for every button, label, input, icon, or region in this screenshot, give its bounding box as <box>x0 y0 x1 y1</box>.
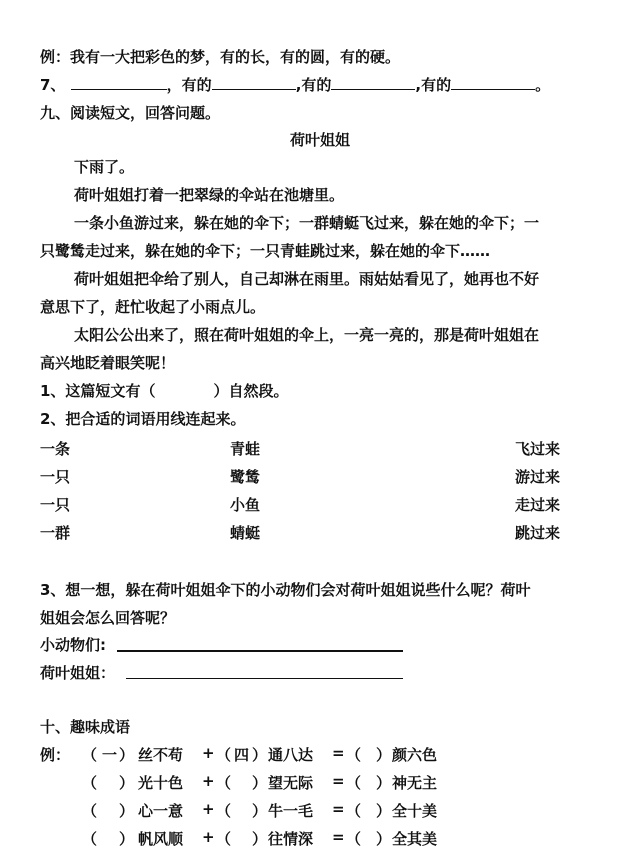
close-paren: ） <box>119 746 135 764</box>
section-10-heading: 十、趣味成语 <box>40 718 131 736</box>
close-paren: ） <box>252 746 268 764</box>
close-paren: ） <box>376 802 392 820</box>
plus-sign: + <box>202 800 215 818</box>
match-right-item[interactable]: 游过来 <box>515 468 561 486</box>
q7-seg-3: ,有的 <box>415 76 452 94</box>
plus-sign: + <box>202 772 215 790</box>
passage-title: 荷叶姐姐 <box>289 131 350 149</box>
idiom-blank-2[interactable]: 四 <box>234 746 250 764</box>
idiom-word-2: 望无际 <box>268 774 314 792</box>
close-paren: ） <box>119 774 135 792</box>
idiom-word-1: 光十色 <box>138 774 184 792</box>
match-middle-item[interactable]: 蜻蜓 <box>230 524 261 542</box>
open-paren: （ <box>346 830 362 848</box>
answer-lotus-line[interactable] <box>126 678 403 679</box>
equals-sign: = <box>332 772 345 790</box>
plus-sign: + <box>202 828 215 846</box>
open-paren: （ <box>216 774 232 792</box>
open-paren: （ <box>216 746 232 764</box>
answer-lotus <box>40 663 115 683</box>
idiom-word-2: 牛一毛 <box>268 802 314 820</box>
open-paren: （ <box>346 802 362 820</box>
q1-after: ）自然段。 <box>213 382 289 400</box>
answer-animals-label: 小动物们: <box>40 636 106 654</box>
close-paren: ） <box>376 830 392 848</box>
equals-sign: = <box>332 744 345 762</box>
q7-seg-2: ,有的 <box>295 76 332 94</box>
equals-sign: = <box>332 800 345 818</box>
passage-line: 高兴地眨着眼笑呢！ <box>40 354 176 372</box>
match-middle-item[interactable]: 小鱼 <box>230 496 261 514</box>
close-paren: ） <box>376 746 392 764</box>
close-paren: ） <box>376 774 392 792</box>
idiom-row <box>82 828 502 848</box>
passage-line: 一条小鱼游过来，躲在她的伞下；一群蜻蜓飞过来，躲在她的伞下；一 <box>74 214 540 232</box>
match-right-item[interactable]: 飞过来 <box>515 440 561 458</box>
q7-blank-1[interactable] <box>71 75 167 90</box>
q7-blank-4[interactable] <box>451 75 535 90</box>
idiom-row <box>82 744 502 764</box>
question-1 <box>40 381 288 401</box>
question-7 <box>40 75 550 95</box>
plus-sign: + <box>202 744 215 762</box>
answer-lotus-label: 荷叶姐姐： <box>40 664 116 682</box>
example-label: 例： <box>40 746 71 764</box>
close-paren: ） <box>119 830 135 848</box>
question-3-line-2: 姐姐会怎么回答呢？ <box>40 609 176 627</box>
passage-line: 意思下了，赶忙收起了小雨点儿。 <box>40 298 266 316</box>
idiom-word-2: 通八达 <box>268 746 314 764</box>
close-paren: ） <box>252 774 268 792</box>
idiom-row <box>82 772 502 792</box>
match-left-item[interactable]: 一条 <box>40 440 71 458</box>
answer-animals-line[interactable] <box>117 650 403 652</box>
idiom-word-1: 丝不苟 <box>138 746 184 764</box>
close-paren: ） <box>252 830 268 848</box>
idiom-word-3: 全其美 <box>392 830 438 848</box>
open-paren: （ <box>346 774 362 792</box>
idiom-blank-1[interactable]: 一 <box>102 746 118 764</box>
match-left-item[interactable]: 一群 <box>40 524 71 542</box>
open-paren: （ <box>82 802 98 820</box>
match-left-item[interactable]: 一只 <box>40 468 71 486</box>
passage-line: 只鹭鸶走过来，躲在她的伞下；一只青蛙跳过来，躲在她的伞下…… <box>40 242 491 260</box>
section-9-heading: 九、阅读短文，回答问题。 <box>40 104 221 122</box>
idiom-word-3: 全十美 <box>392 802 438 820</box>
close-paren: ） <box>252 802 268 820</box>
idiom-word-1: 心一意 <box>138 802 184 820</box>
open-paren: （ <box>216 830 232 848</box>
close-paren: ） <box>119 802 135 820</box>
q1-before: 1、这篇短文有（ <box>40 382 156 400</box>
question-2: 2、把合适的词语用线连起来。 <box>40 410 246 428</box>
match-middle-item[interactable]: 青蛙 <box>230 440 261 458</box>
idiom-word-3: 颜六色 <box>392 746 438 764</box>
question-3-line-1: 3、想一想，躲在荷叶姐姐伞下的小动物们会对荷叶姐姐说些什么呢？荷叶 <box>40 581 531 599</box>
match-right-item[interactable]: 走过来 <box>515 496 561 514</box>
open-paren: （ <box>82 774 98 792</box>
passage-line: 下雨了。 <box>74 158 135 176</box>
open-paren: （ <box>82 830 98 848</box>
open-paren: （ <box>216 802 232 820</box>
match-right-item[interactable]: 跳过来 <box>515 524 561 542</box>
passage-line: 荷叶姐姐把伞给了别人，自己却淋在雨里。雨姑姑看见了，她再也不好 <box>74 270 540 288</box>
passage-line: 太阳公公出来了，照在荷叶姐姐的伞上，一亮一亮的，那是荷叶姐姐在 <box>74 326 540 344</box>
idiom-word-1: 帆风顺 <box>138 830 184 848</box>
passage-line: 荷叶姐姐打着一把翠绿的伞站在池塘里。 <box>74 186 345 204</box>
q7-suffix: 。 <box>535 76 551 94</box>
equals-sign: = <box>332 828 345 846</box>
q7-blank-3[interactable] <box>331 75 415 90</box>
idiom-word-2: 往情深 <box>268 830 314 848</box>
match-middle-item[interactable]: 鹭鸶 <box>230 468 261 486</box>
idiom-word-3: 神无主 <box>392 774 438 792</box>
idiom-row <box>82 800 502 820</box>
open-paren: （ <box>82 746 98 764</box>
example-sentence: 例：我有一大把彩色的梦，有的长，有的圆，有的硬。 <box>40 48 401 66</box>
q7-seg-1: ，有的 <box>166 76 212 94</box>
q7-prefix: 7、 <box>40 76 66 94</box>
q7-blank-2[interactable] <box>212 75 296 90</box>
open-paren: （ <box>346 746 362 764</box>
match-left-item[interactable]: 一只 <box>40 496 71 514</box>
answer-animals <box>40 635 106 655</box>
